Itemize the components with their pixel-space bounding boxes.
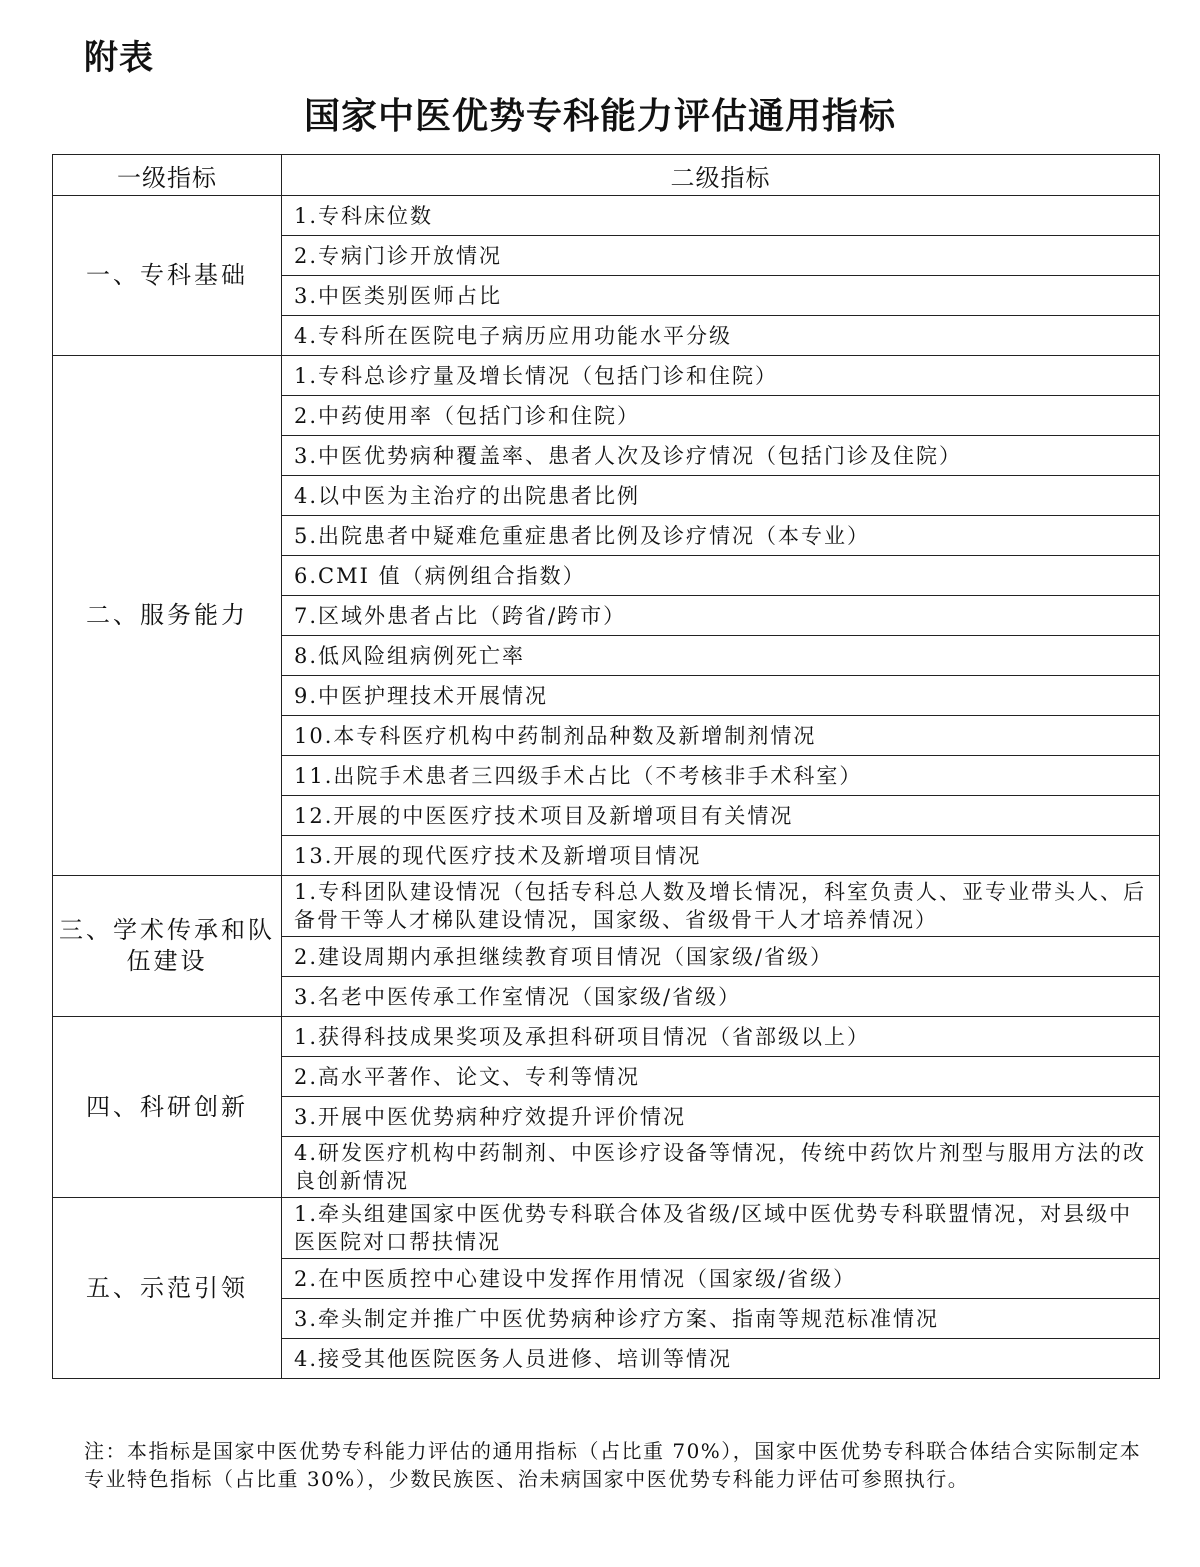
level2-cell: 3.名老中医传承工作室情况（国家级/省级） bbox=[282, 977, 1160, 1017]
level2-cell: 2.在中医质控中心建设中发挥作用情况（国家级/省级） bbox=[282, 1259, 1160, 1299]
table-header-row bbox=[53, 155, 1160, 196]
table-row bbox=[53, 1198, 1160, 1259]
level2-cell: 2.高水平著作、论文、专利等情况 bbox=[282, 1057, 1160, 1097]
level2-cell: 2.中药使用率（包括门诊和住院） bbox=[282, 396, 1160, 436]
table-row bbox=[53, 876, 1160, 937]
level2-cell: 13.开展的现代医疗技术及新增项目情况 bbox=[282, 836, 1160, 876]
footnote: 注：本指标是国家中医优势专科能力评估的通用指标（占比重 70%），国家中医优势专科联合体结合实际制定本专业特色指标（占比重 30%），少数民族医、治未病国家中医优势专科能力评估可参照执行。 bbox=[84, 1439, 1142, 1491]
level2-cell: 7.区域外患者占比（跨省/跨市） bbox=[282, 596, 1160, 636]
level1-cell-basics: 一、专科基础 bbox=[53, 196, 282, 356]
level2-cell: 4.专科所在医院电子病历应用功能水平分级 bbox=[282, 316, 1160, 356]
level2-cell: 8.低风险组病例死亡率 bbox=[282, 636, 1160, 676]
level2-cell: 12.开展的中医医疗技术项目及新增项目有关情况 bbox=[282, 796, 1160, 836]
level2-cell: 10.本专科医疗机构中药制剂品种数及新增制剂情况 bbox=[282, 716, 1160, 756]
level2-cell: 1.专科床位数 bbox=[282, 196, 1160, 236]
level2-cell: 1.获得科技成果奖项及承担科研项目情况（省部级以上） bbox=[282, 1017, 1160, 1057]
level2-cell: 1.牵头组建国家中医优势专科联合体及省级/区域中医优势专科联盟情况，对县级中医医院对口帮扶情况 bbox=[282, 1198, 1160, 1259]
level2-cell: 3.开展中医优势病种疗效提升评价情况 bbox=[282, 1097, 1160, 1137]
level2-cell: 9.中医护理技术开展情况 bbox=[282, 676, 1160, 716]
level2-cell: 3.中医优势病种覆盖率、患者人次及诊疗情况（包括门诊及住院） bbox=[282, 436, 1160, 476]
header-level2: 二级指标 bbox=[282, 155, 1160, 196]
level2-cell: 3.中医类别医师占比 bbox=[282, 276, 1160, 316]
table-row bbox=[53, 196, 1160, 236]
level2-cell: 1.专科总诊疗量及增长情况（包括门诊和住院） bbox=[282, 356, 1160, 396]
level2-cell: 4.以中医为主治疗的出院患者比例 bbox=[282, 476, 1160, 516]
level1-cell-leadership: 五、示范引领 bbox=[53, 1198, 282, 1379]
level1-cell-service: 二、服务能力 bbox=[53, 356, 282, 876]
level1-cell-research: 四、科研创新 bbox=[53, 1017, 282, 1198]
appendix-label: 附表 bbox=[84, 38, 154, 78]
level2-cell: 6.CMI 值（病例组合指数） bbox=[282, 556, 1160, 596]
level2-cell: 4.接受其他医院医务人员进修、培训等情况 bbox=[282, 1339, 1160, 1379]
level2-cell: 11.出院手术患者三四级手术占比（不考核非手术科室） bbox=[282, 756, 1160, 796]
header-level1: 一级指标 bbox=[53, 155, 282, 196]
level2-cell: 4.研发医疗机构中药制剂、中医诊疗设备等情况，传统中药饮片剂型与服用方法的改良创新情况 bbox=[282, 1137, 1160, 1198]
document-title: 国家中医优势专科能力评估通用指标 bbox=[303, 96, 896, 137]
table-row bbox=[53, 1017, 1160, 1057]
level2-cell: 3.牵头制定并推广中医优势病种诊疗方案、指南等规范标准情况 bbox=[282, 1299, 1160, 1339]
level1-cell-talent: 三、学术传承和队伍建设 bbox=[53, 876, 282, 1017]
indicator-table bbox=[52, 154, 1160, 1379]
table-row bbox=[53, 356, 1160, 396]
level2-cell: 2.建设周期内承担继续教育项目情况（国家级/省级） bbox=[282, 937, 1160, 977]
level2-cell: 1.专科团队建设情况（包括专科总人数及增长情况，科室负责人、亚专业带头人、后备骨干等人才梯队建设情况，国家级、省级骨干人才培养情况） bbox=[282, 876, 1160, 937]
level2-cell: 5.出院患者中疑难危重症患者比例及诊疗情况（本专业） bbox=[282, 516, 1160, 556]
level2-cell: 2.专病门诊开放情况 bbox=[282, 236, 1160, 276]
